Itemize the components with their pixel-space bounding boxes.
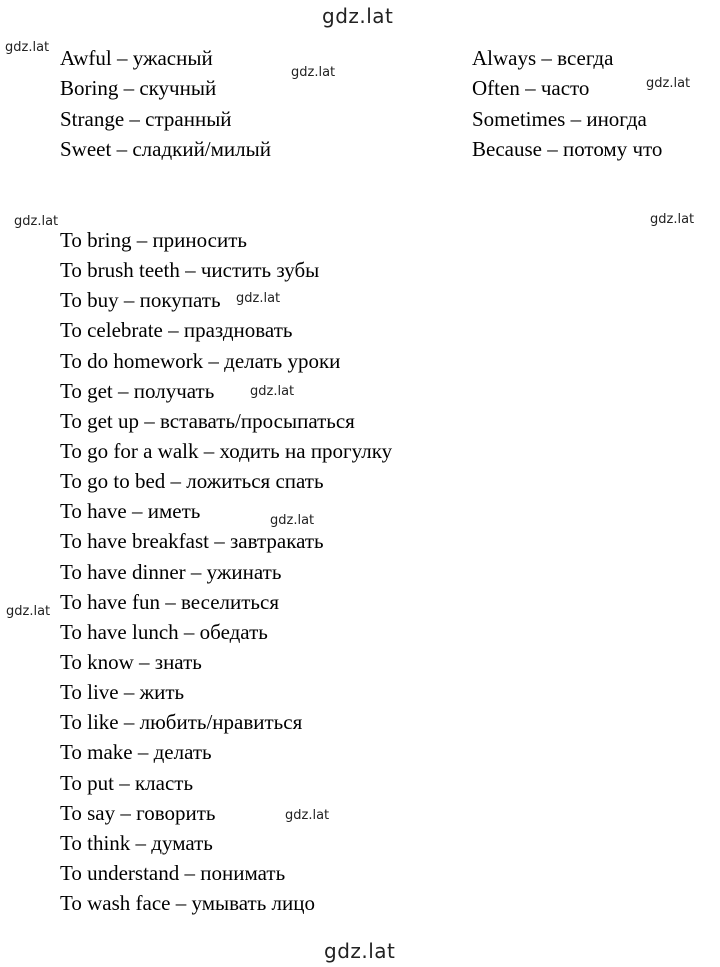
adjectives-list	[60, 43, 271, 164]
watermark: gdz.lat	[14, 214, 59, 229]
list-item: Always – всегда	[472, 46, 614, 70]
watermark: gdz.lat	[250, 384, 295, 399]
list-item: To know – знать	[60, 649, 202, 674]
watermark: gdz.lat	[291, 65, 336, 80]
list-item: To say – говорить	[60, 800, 216, 825]
list-item: To understand – понимать	[60, 860, 286, 885]
list-item: To celebrate – праздновать	[60, 318, 293, 343]
watermark-bottom: gdz.lat	[324, 939, 396, 963]
list-item: To wash face – умывать лицо	[60, 891, 315, 916]
list-item: To have lunch – обедать	[60, 619, 268, 644]
list-item: To go to bed – ложиться спать	[60, 469, 324, 494]
list-item: To brush teeth – чистить зубы	[60, 258, 320, 283]
list-item: To have fun – веселиться	[60, 589, 279, 614]
list-item: To put – класть	[60, 770, 194, 795]
list-item: To do homework – делать уроки	[60, 348, 341, 373]
watermark: gdz.lat	[650, 212, 695, 227]
list-item: To think – думать	[60, 830, 213, 855]
watermark-top: gdz.lat	[322, 4, 394, 28]
adverbs-list	[472, 43, 662, 164]
list-item: Strange – странный	[60, 106, 232, 131]
list-item: To make – делать	[60, 740, 212, 765]
list-item: To bring – приносить	[60, 228, 247, 252]
list-item: To live – жить	[60, 680, 185, 705]
list-item: Boring – скучный	[60, 76, 217, 101]
watermark: gdz.lat	[285, 808, 330, 823]
list-item: Sweet – сладкий/милый	[60, 136, 271, 161]
watermark: gdz.lat	[6, 604, 51, 619]
watermark: gdz.lat	[236, 291, 281, 306]
watermark: gdz.lat	[646, 76, 691, 91]
list-item: To get – получать	[60, 378, 215, 403]
watermark: gdz.lat	[5, 40, 50, 55]
list-item: To have – иметь	[60, 499, 201, 524]
list-item: To have dinner – ужинать	[60, 559, 282, 584]
list-item: To have breakfast – завтракать	[60, 529, 324, 554]
list-item: Sometimes – иногда	[472, 106, 647, 131]
list-item: To like – любить/нравиться	[60, 710, 303, 735]
list-item: Because – потому что	[472, 136, 663, 161]
list-item: Often – часто	[472, 76, 590, 101]
list-item: Awful – ужасный	[60, 46, 213, 70]
verbs-list	[60, 225, 392, 918]
list-item: To go for a walk – ходить на прогулку	[60, 438, 393, 463]
watermark: gdz.lat	[270, 513, 315, 528]
list-item: To buy – покупать	[60, 288, 221, 313]
list-item: To get up – вставать/просыпаться	[60, 408, 355, 433]
